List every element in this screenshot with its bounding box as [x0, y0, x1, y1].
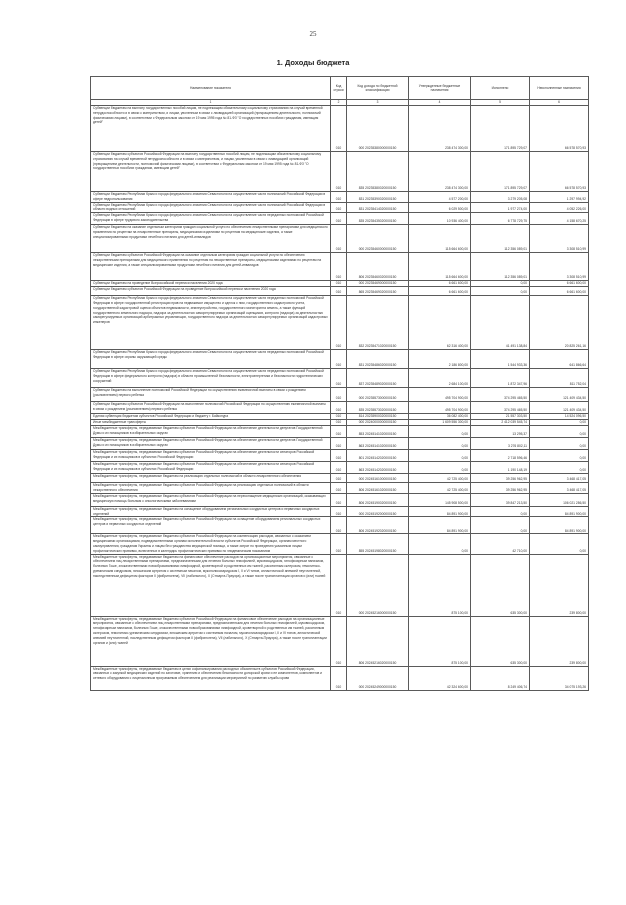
row-name: Межбюджетные трансферты, передаваемые бюджетам субъектов Российской Федерации на компенсацию расходов, связанных с оказанием медицинскими организациями, подведомственными органам исполнительной власти субъектов Российской Федерации, органам местного самоуправления, гражданам Украины и лицам без гражданства медицинской помощи, а также затрат по проведению указанным лицам профилактических прививок, включенных в календарь профилактических прививок по эпидемическим показаниям	[91, 534, 331, 554]
row-kbk-code: 837 20235489020000150	[347, 369, 409, 388]
row-kbk-code: 853 20245141020000150	[347, 426, 409, 438]
table-row	[91, 506, 589, 517]
row-kbk-code: 831 20235414020000150	[347, 202, 409, 213]
row-line-code: 010	[331, 426, 347, 438]
row-approved: 495 704 900,00	[409, 402, 471, 414]
row-name: Межбюджетные трансферты, передаваемые бюджетам субъектов Российской Федерации на оснащение оборудованием региональных сосудистых центров и первичных сосудистых отделений	[91, 517, 331, 534]
table-row	[91, 402, 589, 414]
row-unexecuted: 1 297 994,92	[530, 192, 589, 203]
table-header-row	[91, 77, 589, 100]
row-name: Субвенции бюджетам Республики Крым и города федерального значения Севастополя на осуществление части полномочий Российской Федерации в области водных отношений	[91, 202, 331, 213]
row-approved: 875 100,00	[409, 616, 471, 666]
row-executed: 171 895 729,07	[471, 106, 530, 152]
row-approved: 62 316 400,00	[409, 296, 471, 350]
row-approved: 145 908 500,00	[409, 493, 471, 506]
row-name: Субвенции бюджетам на выплату государственных пособий лицам, не подлежащим обязательному социальному страхованию на случай временной нетрудоспособности и в связи с материнством, и лицам, уволенным в связи с ликвидацией организаций (прекращением деятельности, полномочий физическими лицами), в соответствии с Федеральным законом от 19 мая 1995 года № 81-ФЗ "О государственных пособиях гражданам, имеющим детей"	[91, 106, 331, 152]
row-line-code: 010	[331, 474, 347, 483]
row-line-code: 010	[331, 287, 347, 296]
row-unexecuted: 84 891 900,00	[530, 517, 589, 534]
table-row	[91, 426, 589, 438]
row-name: Субвенции бюджетам субъектов Российской Федерации на оказание отдельным категориям граждан социальной услуги по обеспечению лекарственными препаратами для медицинского применения по рецептам на лекарственные препараты, медицинскими изделиями по рецептам на медицинские изделия, а также специализированными продуктами лечебного питания для детей-инвалидов	[91, 253, 331, 281]
table-row	[91, 253, 589, 281]
row-name: Субвенции бюджетам на оказание отдельным категориям граждан социальной услуги по обеспечению лекарственными препаратами для медицинского применения по рецептам на лекарственные препараты, медицинскими изделиями по рецептам на медицинские изделия, а также специализированными продуктами лечебного питания для детей-инвалидов	[91, 225, 331, 253]
row-name: Межбюджетные трансферты, передаваемые бюджетам на реализацию отдельных полномочий в области лекарственного обеспечения	[91, 474, 331, 483]
row-approved: 6 029 500,00	[409, 202, 471, 213]
row-name: Иные межбюджетные трансферты	[91, 420, 331, 426]
row-unexecuted: 641 866,64	[530, 350, 589, 369]
header-approved: Утвержденные бюджетные назначения	[409, 77, 471, 100]
row-executed: 3 279 205,08	[471, 192, 530, 203]
row-kbk-code: 806 20235460020000150	[347, 253, 409, 281]
row-executed: 1 190 148,19	[471, 462, 530, 474]
table-row	[91, 438, 589, 450]
table-row	[91, 152, 589, 192]
row-approved: 0,00	[409, 534, 471, 554]
budget-income-table	[90, 76, 589, 691]
row-name: Межбюджетные трансферты, передаваемые бюджетам субъектов Российской Федерации на обеспечение деятельности сенаторов Российской Федерации и их помощников в субъектах Российской Федерации	[91, 450, 331, 462]
row-line-code: 010	[331, 534, 347, 554]
row-unexecuted: 811 752,04	[530, 369, 589, 388]
row-approved: 6 661 600,00	[409, 281, 471, 287]
row-unexecuted: 84 891 900,00	[530, 506, 589, 517]
row-kbk-code: 865 20235469020000150	[347, 287, 409, 296]
row-executed: 13 295,37	[471, 426, 530, 438]
row-approved: 238 474 300,00	[409, 152, 471, 192]
row-approved: 6 661 600,00	[409, 287, 471, 296]
row-line-code: 010	[331, 616, 347, 666]
row-kbk-code: 000 20245192000000150	[347, 506, 409, 517]
row-executed: 39 256 962,95	[471, 474, 530, 483]
row-line-code: 010	[331, 483, 347, 494]
row-line-code: 010	[331, 106, 347, 152]
row-approved: 0,00	[409, 450, 471, 462]
row-executed: 3 276 802,11	[471, 438, 530, 450]
section-title: 1. Доходы бюджета	[276, 58, 350, 67]
row-line-code: 010	[331, 213, 347, 225]
row-name: Межбюджетные трансферты, передаваемые бюджетам на оснащение оборудованием региональных сосудистых центров и первичных сосудистых отделений	[91, 506, 331, 517]
row-executed: 0,00	[471, 287, 530, 296]
table-row	[91, 450, 589, 462]
row-executed: 6 778 729,75	[471, 213, 530, 225]
row-kbk-code: 000 20235469000000150	[347, 281, 409, 287]
header-unexecuted: Неисполненные назначения	[530, 77, 589, 100]
row-executed: 1 977 274,00	[471, 202, 530, 213]
row-unexecuted: 20 825 261,16	[530, 296, 589, 350]
row-executed: 0,00	[471, 281, 530, 287]
row-executed: 39 256 962,95	[471, 483, 530, 494]
row-approved: 0,00	[409, 438, 471, 450]
row-unexecuted: 4 052 226,00	[530, 202, 589, 213]
row-approved: 42 725 400,00	[409, 483, 471, 494]
table-row	[91, 202, 589, 213]
row-name: Субвенции бюджетам Республики Крым и города федерального значения Севастополя на осуществление части переданных полномочий Российской Федерации в сфере трудового законодательства	[91, 213, 331, 225]
row-name: Субвенции бюджетам Республики Крым и города федерального значения Севастополя на осуществление части переданных полномочий Российской Федерации в сфере федерального контроля (надзора) в области промышленной безопасности, электроэнергетики и безопасности гидротехнических сооружений	[91, 369, 331, 388]
table-row	[91, 414, 589, 420]
header-executed: Исполнено	[471, 77, 530, 100]
row-line-code: 010	[331, 296, 347, 350]
row-line-code: 010	[331, 281, 347, 287]
row-executed: 171 895 729,07	[471, 152, 530, 192]
row-kbk-code: 801 20245142020000150	[347, 450, 409, 462]
row-kbk-code: 863 20245141020000150	[347, 438, 409, 450]
row-executed: 635 300,00	[471, 554, 530, 616]
row-name: Субвенции бюджетам субъектов Российской Федерации на выполнение полномочий Российской Федерации по осуществлению ежемесячной выплаты в связи с рождением (усыновлением) первого ребенка	[91, 402, 331, 414]
row-name: Межбюджетные трансферты, передаваемые бюджетам субъектов Российской Федерации на обеспечение деятельности сенаторов Российской Федерации и их помощников в субъектах Российской Федерации	[91, 462, 331, 474]
column-number: 5	[471, 100, 530, 106]
table-row	[91, 213, 589, 225]
table-row	[91, 192, 589, 203]
row-unexecuted: 6 661 600,00	[530, 287, 589, 296]
row-approved: 1 609 556 300,00	[409, 420, 471, 426]
table-row	[91, 462, 589, 474]
row-line-code: 010	[331, 554, 347, 616]
row-approved: 4 577 200,00	[409, 192, 471, 203]
row-line-code: 010	[331, 517, 347, 534]
table-row	[91, 225, 589, 253]
row-kbk-code: 831 20235390020000150	[347, 192, 409, 203]
column-number: 6	[530, 100, 589, 106]
column-number: 4	[409, 100, 471, 106]
row-line-code: 010	[331, 350, 347, 369]
row-kbk-code: 855 20245198020000150	[347, 534, 409, 554]
row-approved: 875 100,00	[409, 554, 471, 616]
row-line-code: 010	[331, 414, 347, 420]
header-kbk: Код дохода по бюджетной классификации	[347, 77, 409, 100]
table-row	[91, 474, 589, 483]
row-kbk-code: 835 20235435020000150	[347, 213, 409, 225]
row-unexecuted: 239 800,00	[530, 554, 589, 616]
table-row	[91, 483, 589, 494]
row-kbk-code: 835 20235573020000150	[347, 402, 409, 414]
row-executed: 374 295 465,50	[471, 388, 530, 402]
row-line-code: 010	[331, 402, 347, 414]
row-approved: 238 474 300,00	[409, 106, 471, 152]
row-line-code: 010	[331, 462, 347, 474]
row-name: Субвенции бюджетам Республики Крым и города федерального значения Севастополя на осуществление части полномочий Российской Федерации в сфере недропользования	[91, 192, 331, 203]
row-line-code: 010	[331, 192, 347, 203]
row-line-code: 010	[331, 152, 347, 192]
row-approved: 115 664 600,00	[409, 225, 471, 253]
row-unexecuted: 3 468 417,05	[530, 483, 589, 494]
row-name: Субвенции бюджетам на выполнение полномочий Российской Федерации по осуществлению ежемесячной выплаты в связи с рождением (усыновлением) первого ребенка	[91, 388, 331, 402]
row-name: Межбюджетные трансферты, передаваемые бюджетам на финансовое обеспечение расходов на организационные мероприятия, связанные с обеспечением лиц лекарственными препаратами, предназначенными для лечения больных гемофилией, муковисцидозом, гипофизарным нанизмом, болезнью Гоше, злокачественными новообразованиями лимфоидной, кроветворной и родственных им тканей, рассеянным склерозом, гемолитико-уремическим синдромом, юношеским артритом с системным началом, мукополисахаридозом I, II и VI типов, апластической анемией неуточненной, наследственным дефицитом факторов II (фибриногена), VII (лабильного), X (Стюарта-Прауэра), а также после трансплантации органов и (или) тканей	[91, 554, 331, 616]
row-name: Субвенции бюджетам на проведение Всероссийской переписи населения 2020 года	[91, 281, 331, 287]
row-unexecuted: 6 661 600,00	[530, 281, 589, 287]
row-line-code: 010	[331, 225, 347, 253]
row-line-code: 010	[331, 438, 347, 450]
row-unexecuted: 66 578 570,93	[530, 106, 589, 152]
table-row	[91, 534, 589, 554]
row-approved: 42 725 400,00	[409, 474, 471, 483]
row-kbk-code: 863 20245142020000150	[347, 462, 409, 474]
row-approved: 10 936 400,00	[409, 213, 471, 225]
row-executed: 112 356 089,01	[471, 225, 530, 253]
table-row	[91, 369, 589, 388]
column-number: 1	[91, 100, 331, 106]
row-unexecuted: 4 158 670,25	[530, 213, 589, 225]
row-unexecuted: 121 409 434,50	[530, 402, 589, 414]
row-kbk-code: 806 20245216020000150	[347, 616, 409, 666]
row-executed: 635 300,00	[471, 616, 530, 666]
row-executed: 374 295 465,50	[471, 402, 530, 414]
table-row	[91, 666, 589, 690]
row-approved: 84 891 900,00	[409, 517, 471, 534]
row-approved: 36 082 400,00	[409, 414, 471, 420]
row-kbk-code: 806 20245192020000150	[347, 517, 409, 534]
row-kbk-code: 832 20235471020000150	[347, 296, 409, 350]
table-row	[91, 616, 589, 666]
row-unexecuted: 3 468 417,05	[530, 474, 589, 483]
row-kbk-code: 000 20235380000000150	[347, 106, 409, 152]
row-name: Межбюджетные трансферты, передаваемые бюджетам в целях софинансирования расходных обязательств субъектов Российской Федерации, связанных с закупкой медицинских изделий по заготовке, хранению и обеспечению безопасности донорской крови и ее компонентов, компонентов и сетевого оборудования с лицензионным программным обеспечением для реализации мероприятий по развитию службы крови	[91, 666, 331, 690]
header-line-code: Код строки	[331, 77, 347, 100]
column-number: 2	[331, 100, 347, 106]
table-row	[91, 493, 589, 506]
row-kbk-code: 000 20240000000000150	[347, 420, 409, 426]
row-name: Субвенции бюджетам Республики Крым и города федерального значения Севастополя на осуществление части переданных полномочий Российской Федерации в сфере охраны окружающей среды	[91, 350, 331, 369]
row-executed: 8 249 406,74	[471, 666, 530, 690]
row-line-code: 010	[331, 666, 347, 690]
row-unexecuted: 3 308 510,99	[530, 225, 589, 253]
row-name: Межбюджетные трансферты, передаваемые бюджетам субъектов Российской Федерации на реализацию отдельных полномочий в области лекарственного обеспечения	[91, 483, 331, 494]
row-executed: 0,00	[471, 506, 530, 517]
row-kbk-code: 831 20235486020000150	[347, 350, 409, 369]
row-name: Межбюджетные трансферты, передаваемые бюджетам субъектов Российской Федерации на обеспечение деятельности депутатов Государственной Думы и их помощников в избирательных округах	[91, 426, 331, 438]
row-name: Межбюджетные трансферты, передаваемые бюджетам субъектов Российской Федерации на финансовое обеспечение расходов на организационные мероприятия, связанные с обеспечением лиц лекарственными препаратами, предназначенными для лечения больных гемофилией, муковисцидозом, гипофизарным нанизмом, болезнью Гоше, злокачественными новообразованиями лимфоидной, кроветворной и родственных им тканей, рассеянным склерозом, гемолитико-уремическим синдромом, юношеским артритом с системным началом, мукополисахаридозом I, II и VI типов, апластической анемией неуточненной, наследственным дефицитом факторов II (фибриногена), VII (лабильного), X (Стюарта-Прауэра), а также после трансплантации органов и (или) тканей	[91, 616, 331, 666]
row-name: Субвенции бюджетам Республики Крым и города федерального значения Севастополя на осуществление части переданных полномочий Российской Федерации в сфере государственной регистрации прав на недвижимое имущество и сделок с ним, государственного кадастрового учета, государственной кадастровой оценки объектов недвижимости, землеустройства, государственного мониторинга земель, а также функций государственного земельного надзора, надзора за деятельностью саморегулируемых организаций оценщиков, контроля (надзора) за деятельностью саморегулируемых организаций арбитражных управляющих, государственного надзора за деятельностью саморегулируемых организаций кадастровых инженеров	[91, 296, 331, 350]
row-executed: 2 412 039 545,74	[471, 420, 530, 426]
row-unexecuted: 3 308 510,99	[530, 253, 589, 281]
row-unexecuted: 0,00	[530, 426, 589, 438]
row-name: Субвенции бюджетам субъектов Российской Федерации на проведение Всероссийской переписи населения 2020 года	[91, 287, 331, 296]
table-row	[91, 287, 589, 296]
table-row	[91, 554, 589, 616]
row-kbk-code: 000 20245216000000150	[347, 554, 409, 616]
row-unexecuted: 239 800,00	[530, 616, 589, 666]
table-row	[91, 517, 589, 534]
table-row	[91, 296, 589, 350]
row-kbk-code: 806 20245190020000150	[347, 493, 409, 506]
row-unexecuted: 34 075 193,26	[530, 666, 589, 690]
row-kbk-code: 806 20245161020000150	[347, 483, 409, 494]
row-line-code: 010	[331, 493, 347, 506]
row-approved: 0,00	[409, 462, 471, 474]
row-unexecuted: 0,00	[530, 462, 589, 474]
table-row	[91, 106, 589, 152]
row-executed: 41 491 138,84	[471, 296, 530, 350]
row-executed: 2 718 596,46	[471, 450, 530, 462]
row-line-code: 010	[331, 420, 347, 426]
column-number: 3	[347, 100, 409, 106]
row-unexecuted: 0,00	[530, 420, 589, 426]
row-executed: 21 557 303,50	[471, 414, 530, 420]
row-unexecuted: 106 021 286,50	[530, 493, 589, 506]
row-line-code: 010	[331, 388, 347, 402]
row-line-code: 010	[331, 253, 347, 281]
row-unexecuted: 0,00	[530, 438, 589, 450]
row-executed: 1 872 347,96	[471, 369, 530, 388]
row-executed: 0,00	[471, 517, 530, 534]
table-row	[91, 388, 589, 402]
row-kbk-code: 835 20235380020000150	[347, 152, 409, 192]
row-kbk-code: 000 20245249000000150	[347, 666, 409, 690]
row-unexecuted: 0,00	[530, 450, 589, 462]
row-line-code: 010	[331, 506, 347, 517]
row-kbk-code: 000 20235460000000150	[347, 225, 409, 253]
row-executed: 39 847 213,50	[471, 493, 530, 506]
row-unexecuted: 0,00	[530, 534, 589, 554]
row-kbk-code: 000 20245161000000150	[347, 474, 409, 483]
table-row	[91, 350, 589, 369]
row-approved: 495 704 900,00	[409, 388, 471, 402]
row-approved: 2 186 800,00	[409, 350, 471, 369]
row-unexecuted: 66 578 570,93	[530, 152, 589, 192]
row-executed: 112 356 089,01	[471, 253, 530, 281]
row-approved: 115 664 600,00	[409, 253, 471, 281]
row-unexecuted: 14 524 096,50	[530, 414, 589, 420]
row-line-code: 010	[331, 450, 347, 462]
row-approved: 0,00	[409, 426, 471, 438]
row-kbk-code: 814 20235900020000150	[347, 414, 409, 420]
row-approved: 84 891 900,00	[409, 506, 471, 517]
row-executed: 42 710,00	[471, 534, 530, 554]
row-approved: 42 324 600,00	[409, 666, 471, 690]
row-executed: 1 544 933,36	[471, 350, 530, 369]
row-line-code: 010	[331, 369, 347, 388]
row-name: Субвенции бюджетам субъектов Российской Федерации на выплату государственных пособий лицам, не подлежащим обязательному социальному страхованию на случай временной нетрудоспособности и в связи с материнством, и лицам, уволенным в связи с ликвидацией организаций (прекращением деятельности, полномочий физическими лицами), в соответствии с Федеральным законом от 19 мая 1995 года № 81-ФЗ "О государственных пособиях гражданам, имеющим детей"	[91, 152, 331, 192]
row-name: Межбюджетные трансферты, передаваемые бюджетам субъектов Российской Федерации на переоснащение медицинских организаций, оказывающих медицинскую помощь больным с онкологическими заболеваниями	[91, 493, 331, 506]
row-line-code: 010	[331, 202, 347, 213]
row-unexecuted: 121 409 434,50	[530, 388, 589, 402]
header-name: Наименование показателя	[91, 77, 331, 100]
row-approved: 2 684 100,00	[409, 369, 471, 388]
page-number: 25	[309, 30, 317, 38]
row-name: Единая субвенция бюджетам субъектов Российской Федерации и бюджету г. Байконура	[91, 414, 331, 420]
row-kbk-code: 000 20235573000000150	[347, 388, 409, 402]
row-name: Межбюджетные трансферты, передаваемые бюджетам субъектов Российской Федерации на обеспечение деятельности депутатов Государственной Думы и их помощников в избирательных округах	[91, 438, 331, 450]
